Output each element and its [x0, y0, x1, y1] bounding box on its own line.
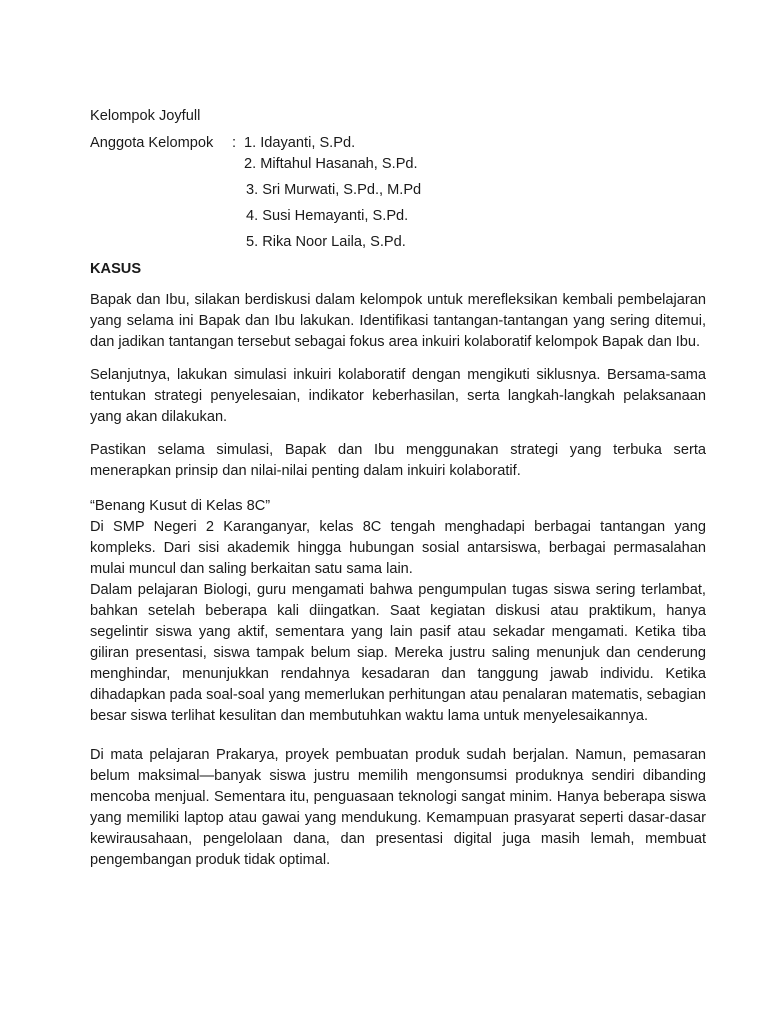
members-separator: :: [232, 135, 237, 151]
paragraph-spacer: [90, 727, 706, 745]
member-item: 4. Susi Hemayanti, S.Pd.: [246, 208, 409, 224]
case-paragraph: Bapak dan Ibu, silakan berdiskusi dalam kelompok untuk merefleksikan kembali pembelajaran yang selama ini Bapak dan Ibu lakukan. Identifikasi tantangan-tantangan yang sering ditemui, dan jadikan tantangan tersebut sebagai fokus area inkuiri kolaboratif kelompok Bapak dan Ibu.: [90, 292, 706, 350]
members-label: Anggota Kelompok: [90, 135, 214, 151]
case-heading: KASUS: [90, 261, 142, 277]
member-item: 2. Miftahul Hasanah, S.Pd.: [244, 156, 418, 172]
member-item: 1. Idayanti, S.Pd.: [244, 135, 356, 151]
document-page: [90, 106, 706, 883]
story-paragraph: Di mata pelajaran Prakarya, proyek pembuatan produk sudah berjalan. Namun, pemasaran belum maksimal—banyak siswa justru memilih mengonsumsi produknya sendiri dibanding mencoba menjual. Sementara itu, penguasaan teknologi sangat minim. Hanya beberapa siswa yang memiliki laptop atau gawai yang mendukung. Kemampuan prasyarat seperti dasar-dasar kewirausahaan, pengelolaan dana, dan presentasi digital juga masih lemah, membuat pengembangan produk tidak optimal.: [90, 747, 706, 868]
member-item: 5. Rika Noor Laila, S.Pd.: [246, 234, 406, 250]
member-item: 3. Sri Murwati, S.Pd., M.Pd: [246, 182, 422, 198]
story-paragraph: Di SMP Negeri 2 Karanganyar, kelas 8C tengah menghadapi berbagai tantangan yang kompleks. Dari sisi akademik hingga hubungan sosial antarsiswa, berbagai permasalahan mulai muncul dan saling berkaitan satu sama lain.: [90, 519, 706, 577]
members-list: [244, 133, 421, 253]
case-paragraph: Pastikan selama simulasi, Bapak dan Ibu menggunakan strategi yang terbuka serta menerapkan prinsip dan nilai-nilai penting dalam inkuiri kolaboratif.: [90, 442, 706, 479]
story-paragraph: Dalam pelajaran Biologi, guru mengamati bahwa pengumpulan tugas siswa sering terlambat, bahkan setelah beberapa kali diingatkan. Saat kegiatan diskusi atau praktikum, hanya segelintir siswa yang aktif, sementara yang lain pasif atau sekadar mengamati. Ketika tiba giliran presentasi, siswa tampak belum siap. Mereka justru saling menunjuk dan cenderung menghindar, menunjukkan rendahnya kesadaran dan tanggung jawab individu. Ketika dihadapkan pada soal-soal yang memerlukan perhitungan atau penalaran matematis, sebagian besar siswa terlihat kesulitan dan membutuhkan waktu lama untuk menyelesaikannya.: [90, 582, 706, 724]
case-paragraph: Selanjutnya, lakukan simulasi inkuiri kolaboratif dengan mengikuti siklusnya. Bersama-sama tentukan strategi penyelesaian, indikator keberhasilan, serta langkah-langkah pelaksanaan yang akan dilakukan.: [90, 367, 706, 425]
group-title: Kelompok Joyfull: [90, 108, 201, 124]
group-members: [90, 133, 706, 253]
story-title: “Benang Kusut di Kelas 8C”: [90, 498, 271, 514]
